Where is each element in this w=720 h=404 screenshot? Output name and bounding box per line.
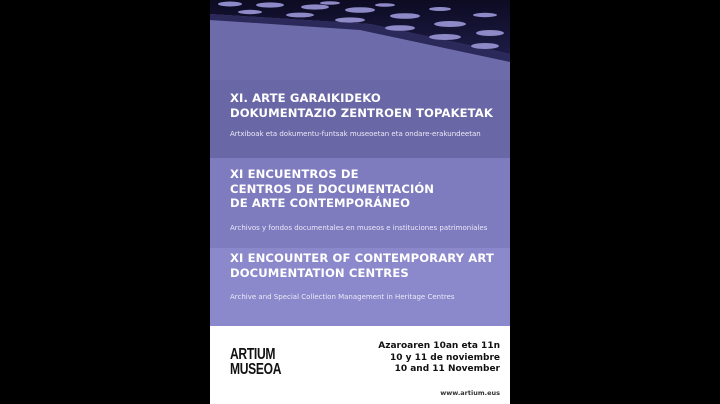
footer (210, 326, 510, 404)
perforated-ceiling-graphic (210, 0, 510, 80)
spanish-section (210, 158, 510, 248)
english-subtitle: Archive and Special Collection Management in Heritage Centres (230, 293, 455, 301)
artium-logo (230, 347, 281, 377)
logo-line-1: ARTIUM (230, 346, 276, 363)
date-english: 10 and 11 November (394, 364, 500, 375)
website-link[interactable]: www.artium.eus (440, 389, 500, 397)
basque-section (210, 80, 510, 158)
english-title: XI ENCOUNTER OF CONTEMPORARY ART DOCUMENTATION CENTRES (230, 251, 494, 280)
basque-subtitle: Artxiboak eta dokumentu-funtsak museoetan eta ondare-erakundeetan (230, 130, 481, 138)
poster (210, 0, 510, 404)
logo-line-2: MUSEOA (230, 361, 282, 378)
date-spanish: 10 y 11 de noviembre (389, 352, 500, 363)
spanish-title: XI ENCUENTROS DE CENTROS DE DOCUMENTACIÓN DE ARTE CONTEMPORÁNEO (230, 167, 435, 210)
date-basque: Azaroaren 10an eta 11n (378, 341, 500, 351)
spanish-subtitle: Archivos y fondos documentales en museos e instituciones patrimoniales (230, 224, 488, 232)
event-dates (378, 341, 500, 376)
basque-title: XI. ARTE GARAIKIDEKO DOKUMENTAZIO ZENTROEN TOPAKETAK (230, 91, 493, 120)
english-section (210, 248, 510, 326)
hero-image (210, 0, 510, 80)
